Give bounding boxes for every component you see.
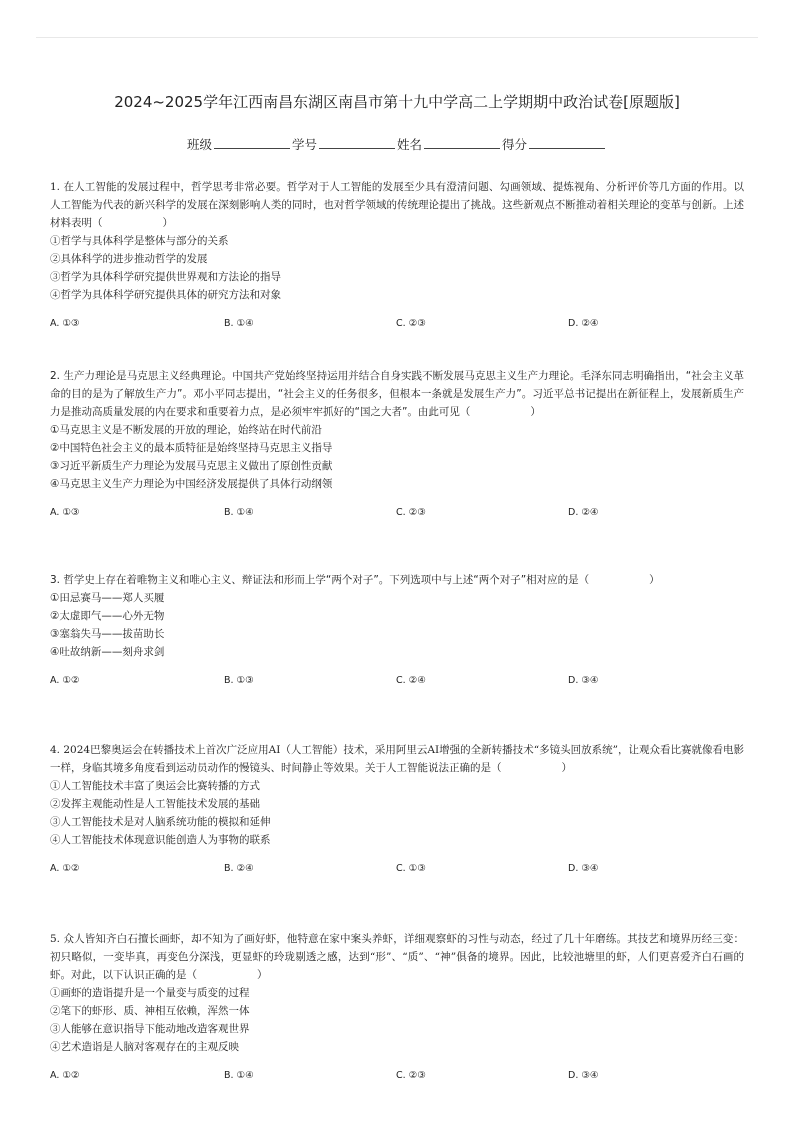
option-statement: ④艺术造诣是人脑对客观存在的主观反映 [50,1041,239,1053]
option-statement: ③塞翁失马——拔苗助长 [50,628,165,640]
choice-d[interactable]: D. ②④ [568,318,599,329]
question-paren-close: ） [257,969,268,981]
question-paren-close: ） [649,574,660,586]
option-statement: ④哲学为具体科学研究提供具体的研究方法和对象 [50,289,281,301]
answer-choices [50,315,744,333]
option-statement: ①哲学与具体科学是整体与部分的关系 [50,235,229,247]
question-3 [50,571,744,690]
choice-d[interactable]: D. ③④ [568,863,599,874]
score-label: 得分 [502,137,528,152]
question-text: 哲学史上存在着唯物主义和唯心主义、辩证法和形而上学“两个对子”。下列选项中与上述“两个对子”相对应的是（ [63,574,590,586]
choice-b[interactable]: B. ②④ [224,863,254,874]
question-number: 3. [50,574,61,586]
score-blank [529,136,605,149]
choice-c[interactable]: C. ①③ [396,863,426,874]
choice-c[interactable]: C. ②③ [396,1070,426,1081]
choice-b[interactable]: B. ①③ [224,675,254,686]
choice-c[interactable]: C. ②④ [396,675,426,686]
question-text: 生产力理论是马克思主义经典理论。中国共产党始终坚持运用并结合自身实践不断发展马克思主义生产力理论。毛泽东同志明确指出，“社会主义革命的目的是为了解放生产力”。邓小平同志提出，“社会主义的任务很多，但根本一条就是发展生产力”。习近平总书记提出在新征程上，发展新质生产力是推动高质量发展的内在要求和重要着力点，是必须牢牢抓好的“国之大者”。由此可见（ [50,370,744,418]
question-stem [50,930,744,984]
question-text: 2024巴黎奥运会在转播技术上首次广泛应用AI（人工智能）技术，采用阿里云AI增强的全新转播技术“多镜头回放系统”，让观众看比赛就像看电影一样，身临其境多角度看到运动员动作的慢镜头、时间静止等效果。关于人工智能说法正确的是（ [50,744,744,774]
option-statement: ④人工智能技术体现意识能创造人为事物的联系 [50,834,271,846]
choice-b[interactable]: B. ①④ [224,1070,254,1081]
option-statement: ③哲学为具体科学研究提供世界观和方法论的指导 [50,271,281,283]
choice-a[interactable]: A. ①③ [50,507,80,518]
question-stem [50,178,744,232]
choice-a[interactable]: A. ①② [50,1070,80,1081]
page-title: 2024~2025学年江西南昌东湖区南昌市第十九中学高二上学期期中政治试卷[原题版] [114,93,680,111]
answer-choices [50,860,744,878]
choice-a[interactable]: A. ①② [50,863,80,874]
name-label: 姓名 [397,137,423,152]
option-statement: ②中国特色社会主义的最本质特征是始终坚持马克思主义指导 [50,442,333,454]
option-statement: ①马克思主义是不断发展的开放的理论，始终站在时代前沿 [50,424,322,436]
question-paren-close: ） [162,217,173,229]
question-stem [50,571,744,589]
option-statement: ②笔下的虾形、质、神相互依赖，浑然一体 [50,1005,250,1017]
option-statement: ②发挥主观能动性是人工智能技术发展的基础 [50,798,260,810]
option-statement: ④马克思主义生产力理论为中国经济发展提供了具体行动纲领 [50,478,333,490]
question-1 [50,178,744,333]
option-statement: ②具体科学的进步推动哲学的发展 [50,253,208,265]
option-statement: ③人能够在意识指导下能动地改造客观世界 [50,1023,250,1035]
student-id-label: 学号 [291,137,317,152]
question-2 [50,367,744,522]
class-blank [214,136,290,149]
question-stem [50,367,744,421]
option-statement: ①画虾的造诣提升是一个量变与质变的过程 [50,987,250,999]
choice-c[interactable]: C. ②③ [396,507,426,518]
question-4 [50,741,744,878]
option-statement: ②太虚即气——心外无物 [50,610,165,622]
question-text: 在人工智能的发展过程中，哲学思考非常必要。哲学对于人工智能的发展至少具有澄清问题、勾画领域、提炼视角、分析评价等几方面的作用。以人工智能为代表的新兴科学的发展在深刻影响人类的同时，也对哲学领域的传统理论提出了挑战。这些新观点不断推动着相关理论的变革与创新。上述材料表明（ [50,181,745,229]
question-number: 4. [50,744,61,756]
choice-d[interactable]: D. ③④ [568,1070,599,1081]
choice-d[interactable]: D. ②④ [568,507,599,518]
answer-choices [50,504,744,522]
question-number: 5. [50,933,61,945]
question-stem [50,741,744,777]
option-statement: ①田忌赛马——郑人买履 [50,592,165,604]
question-paren-close: ） [530,406,541,418]
class-label: 班级 [186,137,212,152]
student-id-blank [319,136,395,149]
choice-b[interactable]: B. ①④ [224,507,254,518]
choice-a[interactable]: A. ①② [50,675,80,686]
option-statement: ④吐故纳新——刻舟求剑 [50,646,165,658]
option-statement: ③人工智能技术是对人脑系统功能的模拟和延伸 [50,816,271,828]
question-number: 1. [50,181,61,193]
header-divider [36,37,758,38]
student-info-line [0,135,794,153]
choice-c[interactable]: C. ②③ [396,318,426,329]
option-statement: ①人工智能技术丰富了奥运会比赛转播的方式 [50,780,260,792]
question-number: 2. [50,370,61,382]
question-paren-close: ） [561,762,572,774]
choice-d[interactable]: D. ③④ [568,675,599,686]
question-text: 众人皆知齐白石擅长画虾，却不知为了画好虾，他特意在家中案头养虾，详细观察虾的习性与动态，经过了几十年磨练。其技艺和境界历经三变：初只略似，一变毕真，再变色分深浅，更显虾的玲珑剔透之感，达到“形”、“质”、“神”俱备的境界。因此，比较池塘里的虾，人们更喜爱齐白石画的虾。对此，以下认识正确的是（ [50,933,745,981]
name-blank [424,136,500,149]
option-statement: ③习近平新质生产力理论为发展马克思主义做出了原创性贡献 [50,460,333,472]
question-5 [50,930,744,1085]
answer-choices [50,672,744,690]
choice-a[interactable]: A. ①③ [50,318,80,329]
answer-choices [50,1067,744,1085]
choice-b[interactable]: B. ①④ [224,318,254,329]
